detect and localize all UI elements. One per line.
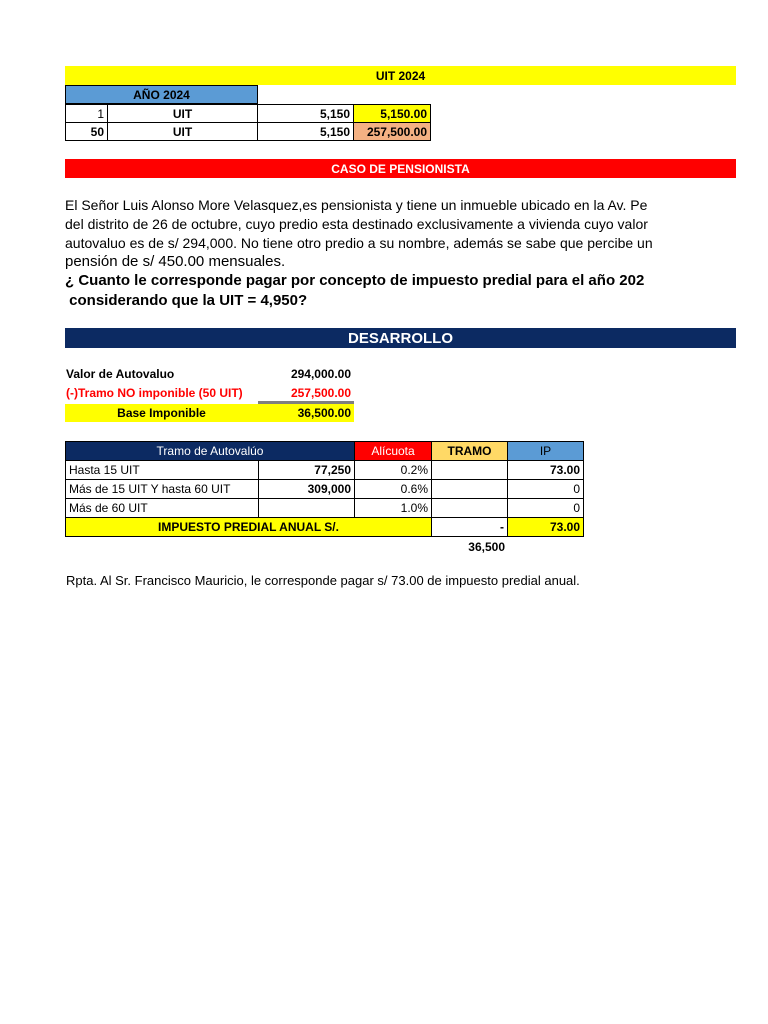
uit-row-1-n: 1 bbox=[65, 104, 108, 123]
uit-row-2-total: 257,500.00 bbox=[353, 122, 431, 141]
row-2-tramo bbox=[431, 479, 508, 499]
tramo-no-imponible-value: 257,500.00 bbox=[290, 386, 351, 400]
autovaluo-value: 294,000.00 bbox=[290, 367, 351, 381]
row-2-amount: 309,000 bbox=[258, 479, 355, 499]
row-1-tramo bbox=[431, 460, 508, 480]
desarrollo-header-title: DESARROLLO bbox=[348, 329, 453, 347]
base-imponible-value: 36,500.00 bbox=[258, 404, 354, 422]
question-line-1: ¿ Cuanto le corresponde pagar por concepto de impuesto predial para el año 202 bbox=[65, 272, 645, 289]
row-1-rate: 0.2% bbox=[354, 460, 432, 480]
case-header-title: CASO DE PENSIONISTA bbox=[331, 161, 470, 176]
header-tramo: TRAMO bbox=[431, 441, 508, 461]
total-label: IMPUESTO PREDIAL ANUAL S/. bbox=[65, 517, 432, 537]
ano-label: AÑO 2024 bbox=[65, 85, 258, 104]
tramo-no-imponible-label: (-)Tramo NO imponible (50 UIT) bbox=[66, 386, 243, 400]
case-paragraph-line-2: del distrito de 26 de octubre, cuyo predio esta destinado exclusivamente a vivienda cuyo valor bbox=[65, 216, 648, 232]
total-ip: 73.00 bbox=[507, 517, 584, 537]
header-tramo-autovaluo: Tramo de Autovalúo bbox=[65, 441, 355, 461]
case-paragraph-line-4: pensión de s/ 450.00 mensuales. bbox=[65, 253, 286, 270]
row-1-label: Hasta 15 UIT bbox=[65, 460, 259, 480]
row-2-rate: 0.6% bbox=[354, 479, 432, 499]
row-3-label: Más de 60 UIT bbox=[65, 498, 259, 518]
case-header-bar bbox=[65, 159, 736, 178]
uit-header-bar bbox=[65, 66, 736, 85]
row-3-tramo bbox=[431, 498, 508, 518]
uit-row-2-n: 50 bbox=[65, 122, 108, 141]
desarrollo-header-bar bbox=[65, 328, 736, 348]
autovaluo-label: Valor de Autovaluo bbox=[66, 367, 175, 381]
uit-row-1-value: 5,150 bbox=[257, 104, 354, 123]
row-2-ip: 0 bbox=[507, 479, 584, 499]
row-2-label: Más de 15 UIT Y hasta 60 UIT bbox=[65, 479, 259, 499]
row-3-rate: 1.0% bbox=[354, 498, 432, 518]
uit-row-1-label: UIT bbox=[107, 104, 258, 123]
question-line-2: considerando que la UIT = 4,950? bbox=[65, 292, 308, 309]
answer-text: Rpta. Al Sr. Francisco Mauricio, le corresponde pagar s/ 73.00 de impuesto predial anual. bbox=[66, 573, 580, 588]
uit-row-2-value: 5,150 bbox=[257, 122, 354, 141]
uit-header-title: UIT 2024 bbox=[375, 68, 426, 83]
uit-row-2-label: UIT bbox=[107, 122, 258, 141]
below-table-value: 36,500 bbox=[468, 539, 505, 554]
row-1-ip: 73.00 bbox=[507, 460, 584, 480]
row-3-ip: 0 bbox=[507, 498, 584, 518]
case-paragraph-line-3: autovaluo es de s/ 294,000. No tiene otro predio a su nombre, además se sabe que percibe un bbox=[65, 235, 653, 251]
header-alicuota: Alícuota bbox=[354, 441, 432, 461]
total-tramo: - bbox=[431, 517, 508, 537]
row-3-amount bbox=[258, 498, 355, 518]
case-paragraph-line-1: El Señor Luis Alonso More Velasquez,es pensionista y tiene un inmueble ubicado en la Av. Pe bbox=[65, 197, 648, 213]
base-imponible-label: Base Imponible bbox=[65, 404, 258, 422]
header-ip: IP bbox=[507, 441, 584, 461]
row-1-amount: 77,250 bbox=[258, 460, 355, 480]
uit-row-1-total: 5,150.00 bbox=[353, 104, 431, 123]
